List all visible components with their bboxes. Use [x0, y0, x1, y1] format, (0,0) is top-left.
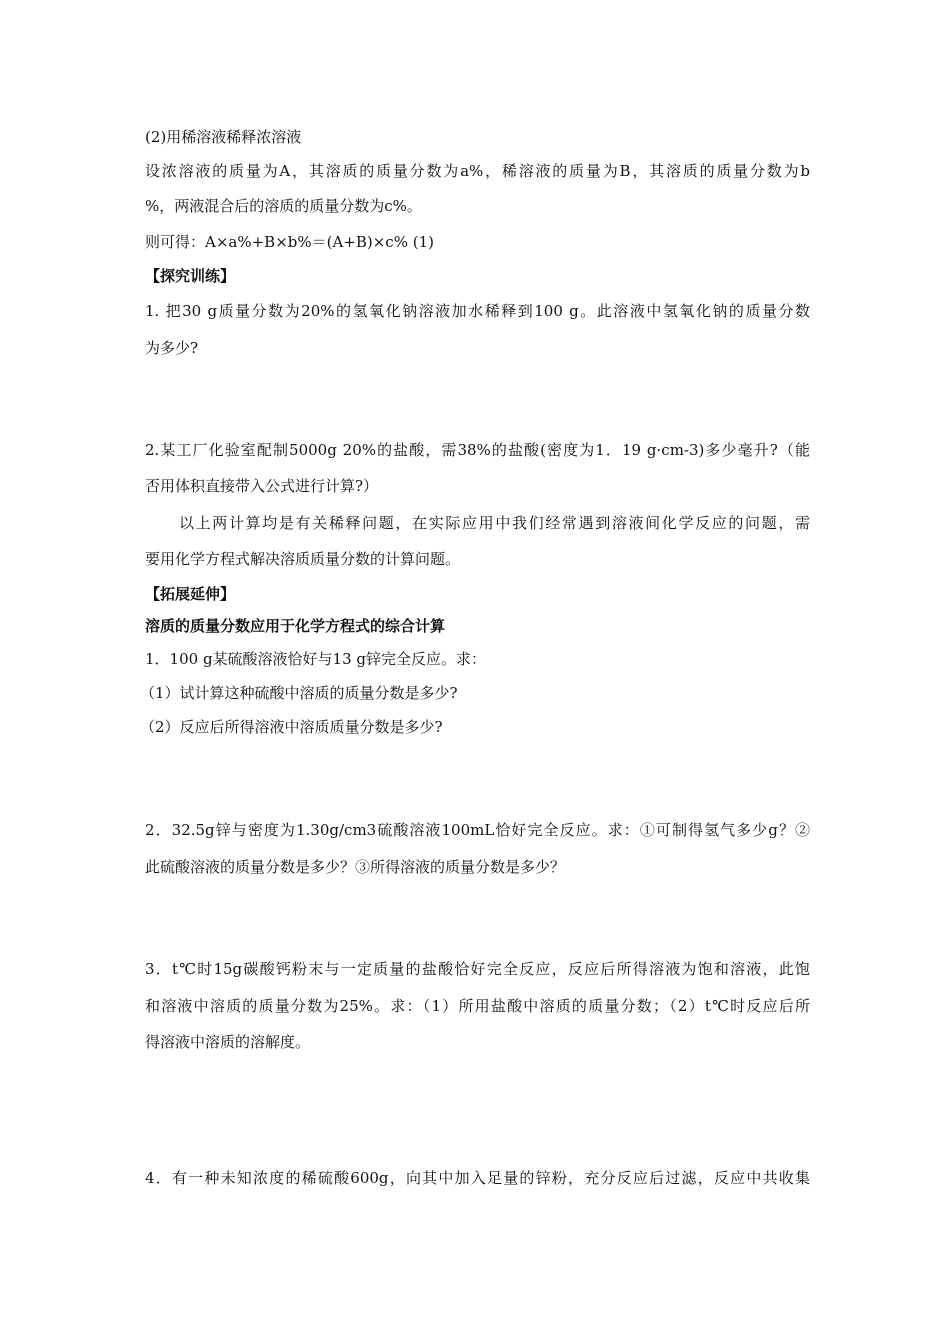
extension-question-2: 2．32.5g锌与密度为1.30g/cm3硫酸溶液100mL恰好完全反应。求：①可制得氢气多少g？② — [145, 821, 810, 839]
extension-question-1: 1．100 g某硫酸溶液恰好与13 g锌完全反应。求： — [145, 650, 487, 668]
paragraph-line: 要用化学方程式解决溶质质量分数的计算问题。 — [145, 550, 461, 568]
question-2-cont: 否用体积直接带入公式进行计算?） — [145, 477, 379, 495]
paragraph-line: 设浓溶液的质量为A，其溶质的质量分数为a%，稀溶液的质量为B，其溶质的质量分数为b — [145, 162, 810, 180]
extension-question-2-cont: 此硫酸溶液的质量分数是多少？③所得溶液的质量分数是多少？ — [145, 858, 566, 876]
extension-question-3: 3．t℃时15g碳酸钙粉末与一定质量的盐酸恰好完全反应，反应后所得溶液为饱和溶液，此饱 — [145, 960, 810, 978]
section-title-practice: 【探究训练】 — [145, 267, 236, 285]
paragraph-line: 以上两计算均是有关稀释问题，在实际应用中我们经常遇到溶液间化学反应的问题，需 — [179, 514, 810, 532]
question-2: 2.某工厂化验室配制5000g 20%的盐酸，需38%的盐酸(密度为1．19 g·cm-3)多少毫升?（能 — [145, 441, 810, 459]
extension-question-1-part-2: （2）反应后所得溶液中溶质质量分数是多少? — [140, 718, 443, 736]
extension-question-4: 4．有一种未知浓度的稀硫酸600g，向其中加入足量的锌粉，充分反应后过滤，反应中共收集 — [145, 1169, 810, 1187]
subsection-title: 溶质的质量分数应用于化学方程式的综合计算 — [145, 617, 446, 635]
formula-line: 则可得：A×a%+B×b%＝(A+B)×c% (1) — [145, 233, 434, 251]
paragraph-line: %，两液混合后的溶质的质量分数为c%。 — [145, 197, 422, 215]
section-heading-dilution: (2)用稀溶液稀释浓溶液 — [145, 128, 302, 146]
section-title-extension: 【拓展延伸】 — [145, 585, 236, 603]
extension-question-3-cont: 和溶液中溶质的质量分数为25%。求：（1）所用盐酸中溶质的质量分数；（2）t℃时反应后所 — [145, 997, 810, 1015]
extension-question-3-cont: 得溶液中溶质的溶解度。 — [145, 1033, 311, 1051]
extension-question-1-part-1: （1）试计算这种硫酸中溶质的质量分数是多少? — [140, 684, 458, 702]
question-1: 1. 把30 g质量分数为20%的氢氧化钠溶液加水稀释到100 g。此溶液中氢氧化钠的质量分数 — [145, 302, 810, 320]
question-1-cont: 为多少? — [145, 339, 199, 357]
